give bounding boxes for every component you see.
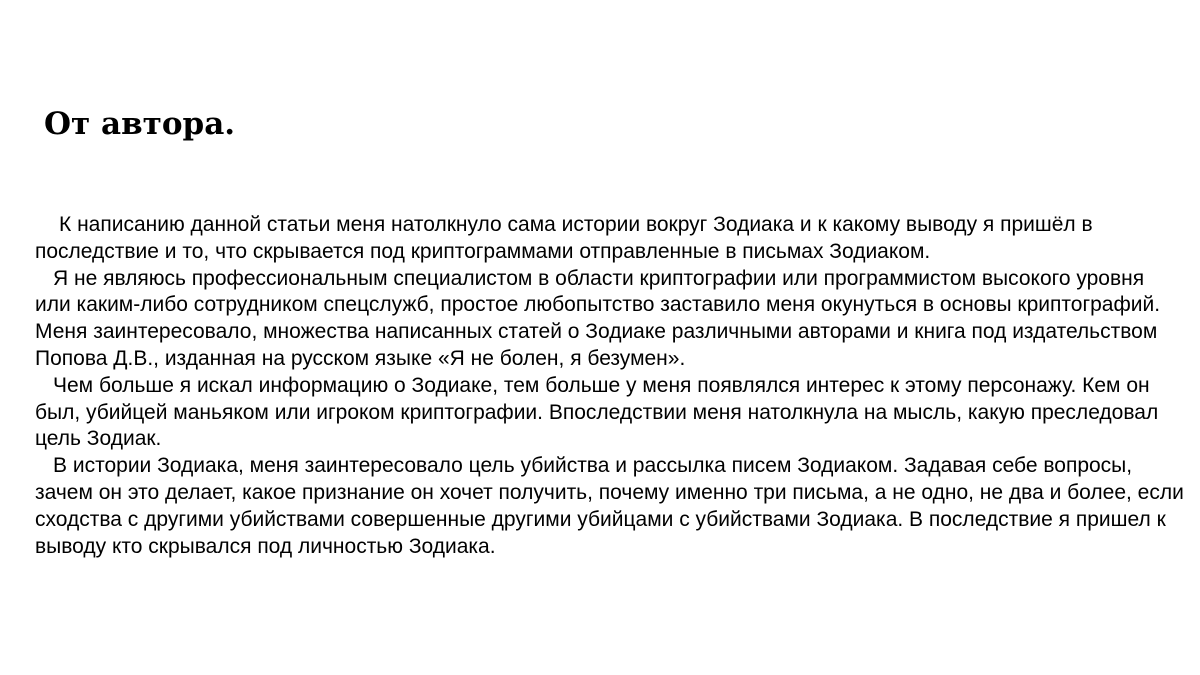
- paragraph-1: К написанию данной статьи меня натолкнуло сама истории вокруг Зодиака и к какому выводу я пришёл в последствие и то, что скрывается под криптограммами отправленные в письмах Зодиаком.: [35, 213, 1093, 263]
- paragraph-3: Чем больше я искал информацию о Зодиаке, тем больше у меня появлялся интерес к этому персонажу. Кем он был, убийцей маньяком или игроком криптографии. Впоследствии меня натолкнула на мысль, какую преследовал цель Зодиак.: [35, 373, 1159, 451]
- body-text: [35, 212, 1185, 560]
- paragraph-2: Я не являюсь профессиональным специалистом в области криптографии или программистом высокого уровня или каким-либо сотрудником спецслужб, простое любопытство заставило меня окунуться в основы криптографий. Меня заинтересовало, множества написанных статей о Зодиаке различными авторами и книга под издательством Попова Д.В., изданная на русском языке «Я не болен, я безумен».: [35, 266, 1161, 370]
- paragraph-4: В истории Зодиака, меня заинтересовало цель убийства и рассылка писем Зодиаком. Задавая себе вопросы, зачем он это делает, какое признание он хочет получить, почему именно три письма, а не одно, не два и более, если сходства с другими убийствами совершенные другими убийцами с убийствами Зодиака. В последствие я пришел к выводу кто скрывался под личностью Зодиака.: [35, 454, 1184, 558]
- page-title: От автора.: [44, 106, 236, 142]
